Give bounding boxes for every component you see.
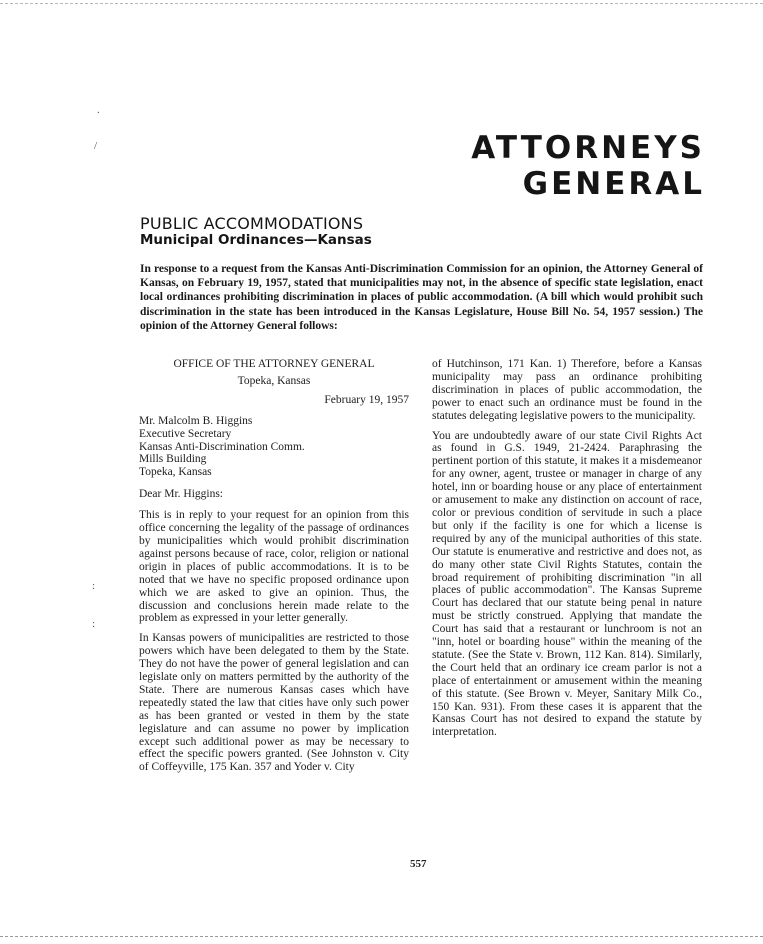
section-title: PUBLIC ACCOMMODATIONS xyxy=(140,214,364,233)
margin-mark: : xyxy=(92,618,96,630)
body-paragraph: This is in reply to your request for an opinion from this office concerning the legality of the passage of ordinances by municipalities which would prohibit discrimination against persons because of race, color, religion or national origin in places of public accommodations. It is to be noted that we have no specific proposed ordinance upon which we are asked to give an opinion. Thus, the discussion and conclusions herein made relate to the problem as expressed in your letter generally. xyxy=(139,509,409,625)
margin-mark: : xyxy=(92,580,96,592)
address-line: Executive Secretary xyxy=(139,427,232,440)
letterhead-city: Topeka, Kansas xyxy=(237,374,311,387)
address-line: Topeka, Kansas xyxy=(139,466,212,479)
section-subtitle: Municipal Ordinances—Kansas xyxy=(140,232,372,248)
header-line-2: GENERAL xyxy=(522,166,705,202)
intro-paragraph: In response to a request from the Kansas Anti-Discrimination Commission for an opinion, the Attorney General of Kansas, on February 19, 1957, stated that municipalities may not, in the absence of specific state legislation, enact local ordinances prohibiting discrimination in places of public accommodation. (A bill which would prohibit such discrimination in the state has been introduced in the Kansas Legislature, House Bill No. 54, 1957 session.) The opinion of the Attorney General follows: xyxy=(140,263,703,332)
page-number: 557 xyxy=(410,858,427,870)
right-column xyxy=(432,358,702,746)
body-paragraph: of Hutchinson, 171 Kan. 1) Therefore, before a Kansas municipality may pass an ordinance prohibiting discrimination in places of public accommodation, the power to enact such an ordinance must be found in the statutes delegating legislative powers to the municipality. xyxy=(432,358,702,422)
body-paragraph: You are undoubtedly aware of our state Civil Rights Act as found in G.S. 1949, 21-2424. Paraphrasing the pertinent portion of this statute, it makes it a misdemeanor for any owner, agent, trustee or manager in charge of any hotel, inn or boarding house or any place of entertainment or amusement to make any distinction on account of race, color or previous condition of servitude in such a place but only if the facility is one for which a license is required by any of the municipal authorities of this state. Our statute is enumerative and restrictive and does not, as do many other state Civil Rights Statutes, contain the broad requirement of prohibiting discrimination "in all places of public accommodation". The Kansas Supreme Court has declared that our statute being penal in nature must be strictly construed. Applying that mandate the Court has said that a restaurant or lunchroom is not an "inn, hotel or boarding house" within the meaning of the statute. (See the State v. Brown, 112 Kan. 814). Similarly, the Court held that an ordinary ice cream parlor is not a place of entertainment or amusement within the meaning of this statute. (See Brown v. Meyer, Sanitary Milk Co., 150 Kan. 931). From these cases it is apparent that the Kansas Court has not desired to expand the statute by interpretation. xyxy=(432,429,702,739)
salutation: Dear Mr. Higgins: xyxy=(139,488,224,501)
letter-date: February 19, 1957 xyxy=(324,393,409,406)
margin-mark: / xyxy=(94,140,98,152)
top-dotted-rule xyxy=(0,3,763,4)
bottom-dotted-rule xyxy=(0,936,763,937)
address-line: Kansas Anti-Discrimination Comm. xyxy=(139,440,305,453)
address-line: Mr. Malcolm B. Higgins xyxy=(139,414,253,427)
recipient-address xyxy=(139,415,409,480)
letterhead-office: OFFICE OF THE ATTORNEY GENERAL xyxy=(173,358,375,370)
header-line-1: ATTORNEYS xyxy=(471,130,705,166)
address-line: Mills Building xyxy=(139,453,207,466)
body-paragraph: In Kansas powers of municipalities are restricted to those powers which have been delegated to them by the State. They do not have the power of general legislation and can legislate only on matters permitted by the authority of the State. There are numerous Kansas cases which have repeatedly stated the law that cities have only such power as has been granted or vested in them by the state legislature and can assume no power by implication except such additional power as may be necessary to effect the specific powers granted. (See Johnston v. City of Coffeyville, 175 Kan. 357 and Yoder v. City xyxy=(139,632,409,774)
margin-mark: . xyxy=(97,104,100,116)
left-column xyxy=(139,358,409,781)
page-header xyxy=(471,130,705,202)
section-heading xyxy=(140,215,372,249)
